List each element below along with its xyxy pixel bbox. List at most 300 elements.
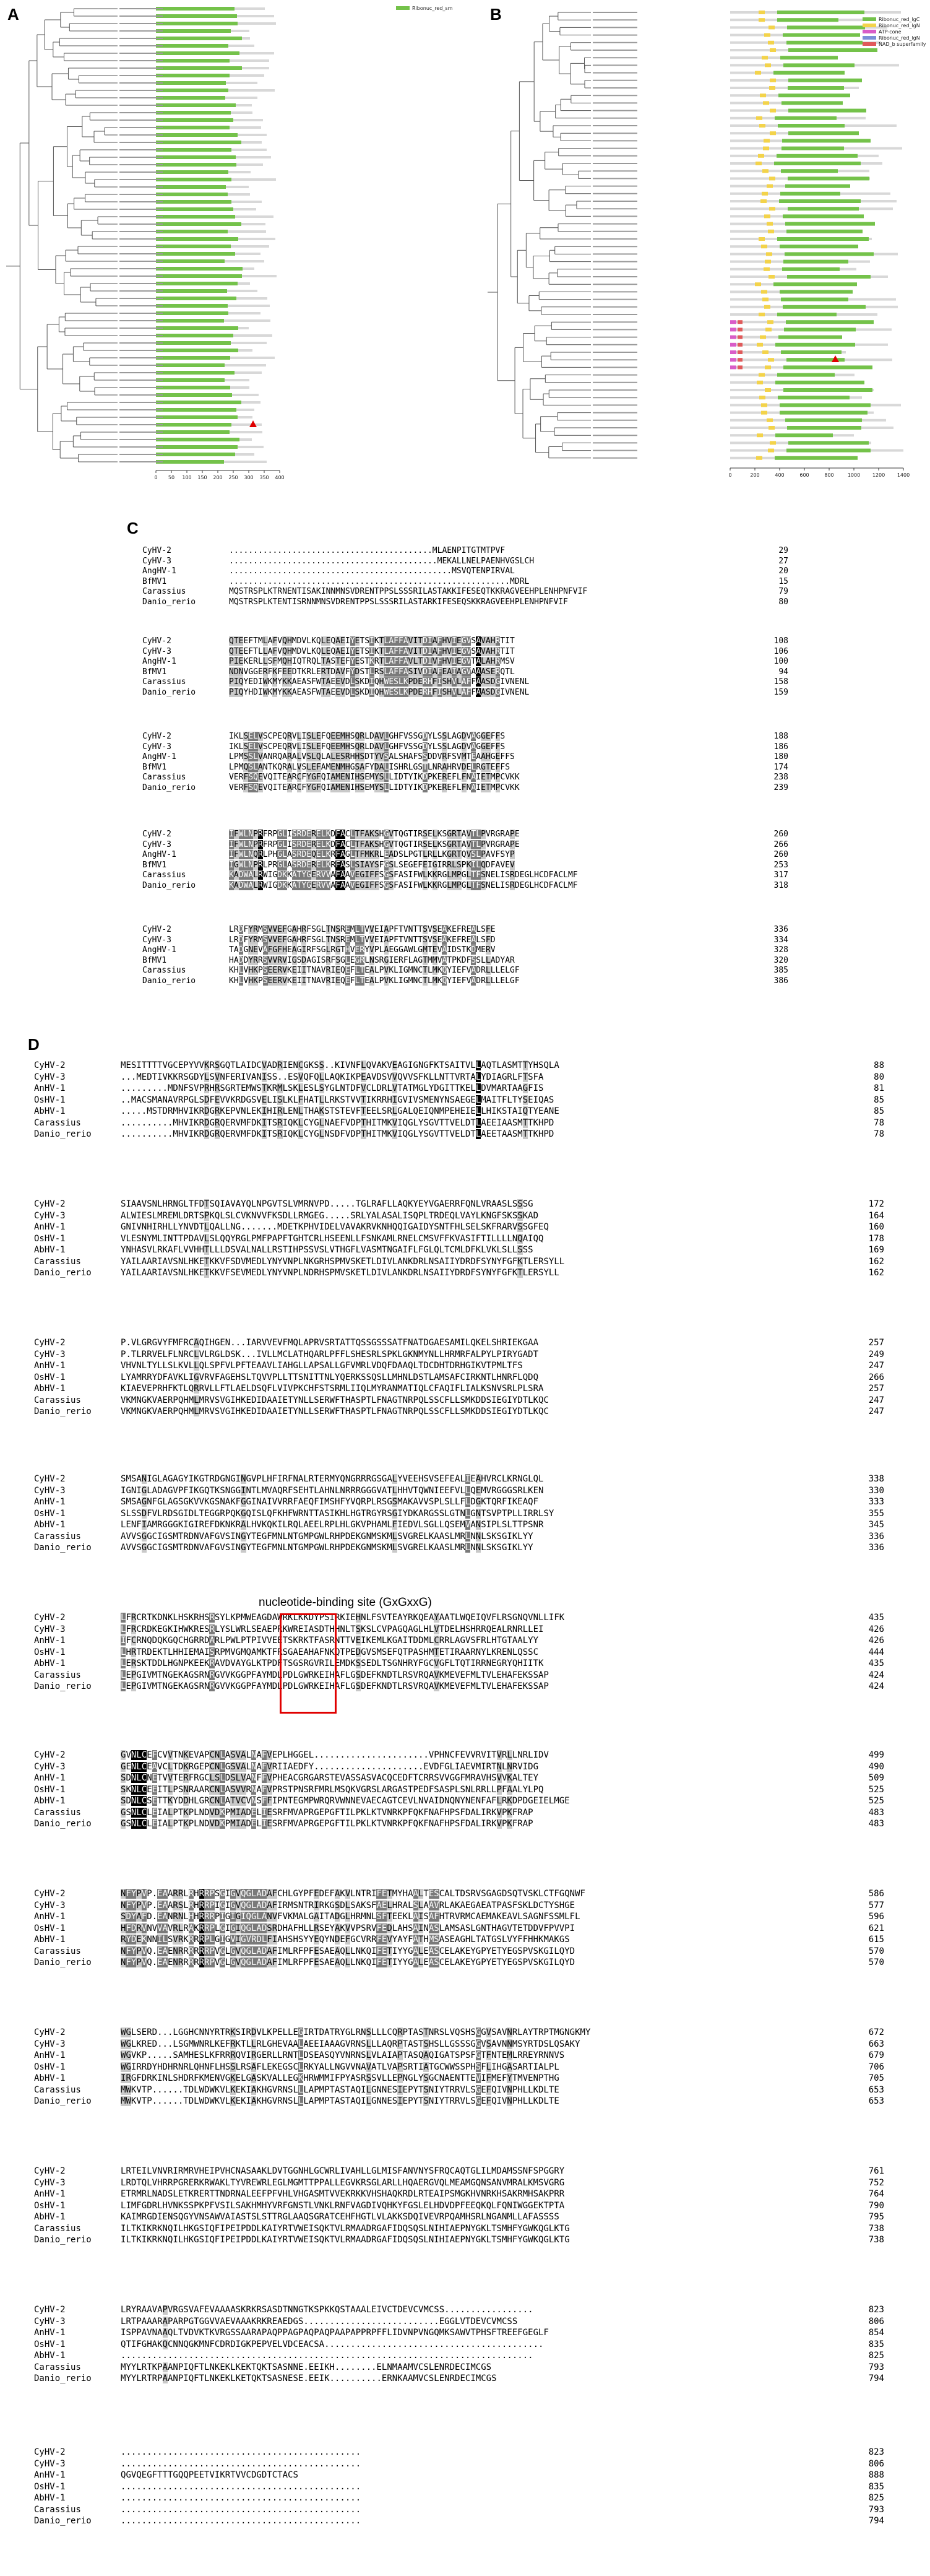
protein-domain xyxy=(781,169,838,173)
alignment-row xyxy=(34,1946,900,1958)
legend-label: Ribonuc_red_lgC xyxy=(879,17,920,22)
protein-domain xyxy=(738,336,743,339)
alignment-row xyxy=(34,1888,900,1900)
sequence-name: AnHV-1 xyxy=(34,2328,66,2338)
sequence-position: 790 xyxy=(868,2200,884,2211)
alignment-block xyxy=(142,546,798,607)
legend-label: Ribonuc_red_lgN xyxy=(879,35,920,41)
sequence-residues: WGLKRED...LSGMWNRLKEFRKTLLRLGHEVAALAEEIAAAGVRNSLLLAQRPTASTSHSLLGSSSGGVSAVNNMSYRTDSLQSAKY xyxy=(121,2039,580,2049)
phylogenetic-tree-a xyxy=(0,0,470,489)
sequence-position: 336 xyxy=(773,925,788,934)
sequence-name: Danio_rerio xyxy=(142,976,196,986)
sequence-name: OsHV-1 xyxy=(34,1233,66,1244)
sequence-residues: .............................................. xyxy=(121,2504,361,2515)
protein-domain xyxy=(765,260,771,264)
axis-tick-label: 600 xyxy=(799,472,809,478)
protein-domain xyxy=(788,441,869,445)
protein-domain xyxy=(757,433,763,437)
alignment-block xyxy=(142,925,798,986)
alignment-row xyxy=(142,647,798,657)
protein-domain xyxy=(769,207,775,210)
nucleotide-binding-site-label: nucleotide-binding site (GxGxxG) xyxy=(259,1596,432,1609)
alignment-row xyxy=(34,2316,900,2328)
sequence-residues: WGIRRDYHDHRNRLQHNFLHSSLRSAFLEKEGSCLRKYALLNGVVNAVATLVAPSRTIATGCWWSSPHSFLIHGASARTIALPL xyxy=(121,2062,559,2072)
sequence-residues: LRDTQLVHRRPGRERKRWAKLTYVREWRLEGLMGMTTPPALLEGVKRSGLARLLHQAERGVQLMEAMGQNSANVMRALKMSVGRG xyxy=(121,2177,565,2188)
sequence-name: Danio_rerio xyxy=(34,2374,92,2383)
protein-domain xyxy=(786,41,863,45)
alignment-row xyxy=(34,2327,900,2339)
sequence-position: 78 xyxy=(874,1117,884,1128)
protein-domain xyxy=(764,305,770,309)
sequence-position: 100 xyxy=(773,657,788,666)
legend-swatch xyxy=(863,36,876,40)
alignment-row xyxy=(142,783,798,794)
sequence-name: AnHV-1 xyxy=(34,1636,66,1646)
sequence-name: AngHV-1 xyxy=(142,657,176,666)
protein-domain xyxy=(156,22,238,25)
protein-domain xyxy=(768,358,774,362)
sequence-residues: MQSTRSPLKTRNENTISAKINNMNSVDRENTPPSLSSSRILASTAKKIFESEQTKKRAGVEEHPLENHPNFVIF xyxy=(229,587,588,596)
sequence-residues: KHLVHKPSEERVKEIITNAVRIEQEFLTEALPVKLIGMNCTLMKQYIEFVADRLLLELGF xyxy=(229,966,520,975)
sequence-position: 663 xyxy=(868,2039,884,2049)
protein-domain xyxy=(777,11,864,14)
legend-label: NAD_b superfamily xyxy=(879,41,926,47)
alignment-row xyxy=(34,1406,900,1418)
sequence-name: CyHV-3 xyxy=(142,935,171,945)
protein-domain xyxy=(760,93,766,97)
sequence-residues: QTIFGHAKQCNNQGKMNFCDRDIGKPEPVELVDCEACSA.......................................... xyxy=(121,2339,544,2349)
sequence-name: Danio_rerio xyxy=(142,687,196,697)
protein-domain xyxy=(156,207,233,211)
protein-domain xyxy=(765,327,772,331)
sequence-name: CyHV-2 xyxy=(34,1338,66,1348)
sequence-name: Danio_rerio xyxy=(34,1819,92,1829)
protein-domain xyxy=(156,170,228,174)
sequence-position: 186 xyxy=(773,742,788,752)
sequence-name: Danio_rerio xyxy=(34,1543,92,1553)
alignment-block xyxy=(142,636,798,698)
sequence-position: 334 xyxy=(773,935,788,945)
axis-tick-label: 250 xyxy=(228,475,238,480)
alignment-block xyxy=(34,2304,900,2385)
protein-domain xyxy=(757,343,763,347)
protein-domain xyxy=(730,327,736,331)
sequence-residues: ISPPAVNAAQLTVDVKTKVRGSSAARAPAQPPAGPAQPAQPAAPAPPRPFFLIDVNPVNGQMKSAWVTPHSFTREEFGEGLF xyxy=(121,2328,549,2338)
sequence-residues: SKNLCEEITLPSNRAARCNLASVVRNAFVPRSTPNSRFMRLMSQKVGRSLARGASTPEDFSASPLSNLRRLLPFAALYLPQ xyxy=(121,1784,544,1795)
sequence-residues: NFYPVQ.EAENRRRRRRPVGLGVQGLADAFIMLRFPFESAEAQLLNKQIFETIYYGALEASCELAKEYGPYETYEGSPVSKGILQYD xyxy=(121,1958,575,1967)
protein-domain xyxy=(156,326,238,330)
axis-tick-label: 150 xyxy=(197,475,207,480)
sequence-name: CyHV-2 xyxy=(34,2166,66,2176)
protein-domain xyxy=(156,252,235,256)
alignment-row xyxy=(34,1360,900,1372)
sequence-position: 672 xyxy=(868,2027,884,2037)
sequence-residues: HADDYRRSVVRVIGSDAGISRFSGLEGRLNSRGIERFLAGTMMVATPKDFSSLLADYAR xyxy=(229,955,515,965)
protein-domain xyxy=(778,336,842,339)
sequence-name: AnHV-1 xyxy=(34,1773,66,1783)
sequence-position: 158 xyxy=(773,677,788,687)
alignment-row xyxy=(34,2177,900,2189)
alignment-row xyxy=(34,1106,900,1117)
sequence-position: 239 xyxy=(773,783,788,792)
protein-domain xyxy=(775,456,858,460)
sequence-position: 29 xyxy=(778,546,788,555)
protein-domain xyxy=(788,131,859,135)
sequence-position: 825 xyxy=(868,2493,884,2503)
protein-domain xyxy=(156,215,235,219)
sequence-name: Carassius xyxy=(142,587,186,596)
sequence-position: 806 xyxy=(868,2316,884,2327)
protein-domain xyxy=(761,403,767,407)
protein-domain xyxy=(738,365,743,369)
axis-tick-label: 1400 xyxy=(897,472,910,478)
protein-domain xyxy=(761,245,767,248)
sequence-position: 525 xyxy=(868,1796,884,1806)
sequence-position: 483 xyxy=(868,1819,884,1829)
sequence-position: 426 xyxy=(868,1636,884,1646)
protein-domain xyxy=(782,139,871,142)
alignment-panel-d xyxy=(34,1060,913,2570)
sequence-residues: ..........MHVIKRDGRQERVMFDKITSRIQKLCYGLNSDFVDPTHITMKVIQGLYSGVTTVELDTLAEETAASMTTKHPD xyxy=(121,1129,554,1139)
sequence-residues: GVNLCEFCVVTNKEVAPCNLASVALNAFVEPLHGGEL......................VPHNCFEVVRVITVRLLNRLIDV xyxy=(121,1750,549,1760)
protein-domain xyxy=(156,66,242,70)
alignment-row xyxy=(142,677,798,688)
alignment-row xyxy=(34,1681,900,1693)
alignment-row xyxy=(142,966,798,976)
alignment-row xyxy=(142,830,798,840)
sequence-residues: VKMNGKVAERPQHMLMRVSVGIHKEDIDAAIETYNLLSERWFTHASPTLFNAGTNRPQLSSCFLLSMKDDSIEGIYDTLKQC xyxy=(121,1395,549,1405)
alignment-row xyxy=(34,1349,900,1361)
sequence-residues: ILTKIKRKNQILHKGSIQFIPEIPDDLKAIYRTVWEISQKTVLRMAADRGAFIDQSQSLNIHIAEPNYGKLTSMHFYGWKQGLKTG xyxy=(121,2223,570,2234)
nucleotide-binding-site-box xyxy=(280,1613,337,1714)
sequence-residues: ..MACSMANAVRPGLSDFEVVKRDGSVELISLKLFHATLLRKSTVVTIKRRHIGVIVSMENYNSAEGELMAITFLTYSEIQAS xyxy=(121,1095,554,1105)
sequence-position: 793 xyxy=(868,2504,884,2515)
sequence-position: 499 xyxy=(868,1750,884,1760)
sequence-name: Carassius xyxy=(142,773,186,782)
sequence-position: 249 xyxy=(868,1349,884,1360)
sequence-residues: GENLCEAVCLTDKRGEPCNLGSVALNAFVRIIAEDFY.....................EVDFGLIAEVMIRTNLNRVIDG xyxy=(121,1761,538,1772)
sequence-position: 266 xyxy=(773,839,788,849)
alignment-row xyxy=(142,925,798,935)
protein-domain xyxy=(738,358,743,362)
protein-domain xyxy=(756,456,762,460)
sequence-residues: KIAEVEPRHFKTLQRRVLLFTLAELDSQFLVIVPKCHFSTSRMLIIQLMYRANMATIQLCFAQIFLIALKSNVSRLPLSRA xyxy=(121,1384,544,1394)
sequence-residues: VERFSQEVQITEARCFYGFQIAMENIHSEMYSLLIDTYIKDPKEREFLFNAIETMPCVKK xyxy=(229,783,520,792)
alignment-row xyxy=(142,742,798,753)
sequence-position: 653 xyxy=(868,2096,884,2106)
protein-domain xyxy=(759,124,765,128)
sequence-name: CyHV-2 xyxy=(34,1199,66,1209)
sequence-residues: ..............................................MSVQTENPIRVAL xyxy=(229,566,515,576)
protein-domain xyxy=(777,237,869,241)
alignment-row xyxy=(34,2166,900,2177)
protein-domain xyxy=(762,298,769,301)
sequence-name: CyHV-2 xyxy=(34,2447,66,2457)
alignment-row xyxy=(34,1761,900,1773)
sequence-residues: LFRCRDKEGKIHWKRESRLYSLWRLSEAEPRKWREIASDTHHNLTSKSLCVPAGQAGLHLVTDELHSHRRQEALRNRLLEI xyxy=(121,1624,544,1634)
alignment-row xyxy=(34,1612,900,1624)
sequence-position: 106 xyxy=(773,646,788,656)
sequence-residues: LRTEILVNVRIRMRVHEIPVHCNASAAKLDVTGGNHLGCWRLIVAHLLGLMISFANVNYSFRQCAQTGLILMDAMSSNFSPGGRY xyxy=(121,2166,565,2176)
sequence-position: 80 xyxy=(778,597,788,607)
sequence-name: CyHV-2 xyxy=(142,732,171,741)
sequence-position: 570 xyxy=(868,1946,884,1956)
alignment-row xyxy=(142,840,798,851)
alignment-row xyxy=(34,1383,900,1395)
sequence-name: Danio_rerio xyxy=(142,783,196,792)
alignment-row xyxy=(34,2304,900,2316)
sequence-residues: KADWALRWIGDKKATYGERVVAFAAVEGIFFSGSFASIFWLKKRGLMPGLTFSNELISRDEGLHCDFACLMF xyxy=(229,870,578,880)
protein-domain xyxy=(156,118,233,122)
sequence-residues: TADGNEVAFGFHEAGIRFSGLRGTHVERYVPLAEGGAWLGMTEVAIDSTKDMERV xyxy=(229,945,496,955)
sequence-residues: QTEEFTLLAFVQHMDVLKQLEQAEIYETSIKTLAFFAVITDIAFHVIEGVSAVAHRTIT xyxy=(229,646,515,656)
protein-domain xyxy=(738,350,743,354)
sequence-name: CyHV-3 xyxy=(34,2177,66,2188)
alignment-row xyxy=(34,2188,900,2200)
panel-c-letter: C xyxy=(127,519,139,537)
protein-domain xyxy=(783,388,872,392)
protein-domain xyxy=(767,222,773,226)
alignment-row xyxy=(34,2062,900,2073)
sequence-name: AbHV-1 xyxy=(34,2212,66,2222)
protein-domain xyxy=(759,313,765,316)
protein-domain xyxy=(770,48,776,52)
protein-domain xyxy=(770,79,776,82)
sequence-residues: HFDRVNVVAVRLRAKRRPLGIGIQGLADSRDHAFHLLRSEYAKVVPSRVFEDLAHSAINASLAMSASLGNTHAGVTETDDVFPVVPI xyxy=(121,1923,575,1933)
protein-domain xyxy=(156,178,231,181)
sequence-residues: ...MEDTIVKKRSGDYLSVNFERIVANISS..ESVQFQLLAQKIKPEAVDSVVQVVSFKLLNTTVRTALYDIAGRLFTSFA xyxy=(121,1072,544,1082)
alignment-row xyxy=(34,1900,900,1912)
sequence-name: CyHV-3 xyxy=(34,1485,66,1496)
protein-domain xyxy=(780,290,853,293)
alignment-row xyxy=(34,2200,900,2212)
protein-domain xyxy=(762,192,768,196)
sequence-name: OsHV-1 xyxy=(34,2339,66,2349)
sequence-position: 653 xyxy=(868,2084,884,2095)
protein-domain xyxy=(156,430,230,434)
sequence-position: 330 xyxy=(868,1485,884,1496)
sequence-residues: ALWIESLMREMLDRTSPKQLSLCVKNVVFKSDLLRMGEG.....SRLYALASALISQPLTRDEQLVAYLKNGFSKSSKAD xyxy=(121,1210,538,1221)
sequence-position: 761 xyxy=(868,2166,884,2176)
axis-tick-label: 800 xyxy=(824,472,834,478)
alignment-row xyxy=(34,1750,900,1761)
protein-domain xyxy=(787,426,861,430)
sequence-residues: ............................................................................... xyxy=(121,2351,533,2361)
axis-tick-label: 200 xyxy=(750,472,760,478)
alignment-row xyxy=(34,1221,900,1233)
sequence-position: 345 xyxy=(868,1520,884,1530)
protein-domain xyxy=(730,336,736,339)
axis-tick-label: 0 xyxy=(728,472,732,478)
sequence-position: 247 xyxy=(868,1395,884,1405)
protein-domain xyxy=(156,378,225,382)
sequence-position: 483 xyxy=(868,1807,884,1818)
sequence-name: Danio_rerio xyxy=(34,1129,92,1139)
protein-domain xyxy=(156,230,228,233)
alignment-row xyxy=(34,1795,900,1807)
alignment-block xyxy=(142,732,798,793)
protein-domain xyxy=(788,207,859,210)
legend-label: ATP-cone xyxy=(879,29,902,35)
protein-domain xyxy=(156,163,236,167)
alignment-row xyxy=(34,2223,900,2235)
protein-domain xyxy=(788,79,862,82)
sequence-position: 317 xyxy=(773,870,788,880)
sequence-position: 825 xyxy=(868,2351,884,2361)
alignment-row xyxy=(34,1934,900,1946)
protein-domain xyxy=(156,349,238,352)
sequence-residues: LRDFYRMSVVEFGAHRFSGLTNSREMLTVVEIAPFTVNTTSVSEAKEFREALSFE xyxy=(229,925,496,934)
sequence-position: 247 xyxy=(868,1407,884,1416)
phylogenetic-tree-b xyxy=(483,0,930,489)
sequence-name: AngHV-1 xyxy=(142,945,176,955)
sequence-position: 738 xyxy=(868,2235,884,2245)
sequence-residues: IFWLNPRFRPGLISRDERELKDFACLTFAKSHGVTQGTIRSELKSGRTAVTLPVRGRAPE xyxy=(229,830,520,839)
protein-domain xyxy=(783,260,848,264)
sequence-residues: GSNLCLEIALPTKPLNDVDKPMIADELIESRFMVAPRGEPGFTILPKLKTVNRKPFQKFNAFHPSFDALIRKVPKFRAP xyxy=(121,1819,533,1829)
sequence-name: AbHV-1 xyxy=(34,1935,66,1945)
sequence-residues: LRDFYRMSVVEFGAHRFSGLTNSREMLTVVEIAPFTVNTTSVSEAKEFREALSFD xyxy=(229,935,496,945)
sequence-name: Carassius xyxy=(34,2223,81,2234)
panel-b-letter: B xyxy=(490,5,502,24)
sequence-position: 444 xyxy=(868,1647,884,1657)
alignment-block xyxy=(34,1199,900,1279)
alignment-block xyxy=(34,2447,900,2527)
sequence-residues: NFYPVP.EAARSLRHRRPIGIGVQGLADAFIRMSNTRIRKGSDLSAKSFAELHRALSLAAVRLAKAEGAEATPASFSKLDCTYSHGE xyxy=(121,1900,575,1910)
protein-domain xyxy=(156,423,231,427)
protein-domain xyxy=(767,418,773,422)
sequence-residues: PIEKERLLSFMQHIQTRQLTASTEFYESTKRTLAFFAVLTDIVFHVIEGVTALAHRMSV xyxy=(229,657,515,666)
protein-domain xyxy=(769,426,775,430)
protein-domain xyxy=(770,109,776,113)
sequence-residues: WGLSERD...LGGHCNNYRTRKSIRDVLKPELLEGIRTDATRYGLRNSLLLCQRPTASTNRSLVQSHSGGVSAVNRLAYTRPTMGNGKMY xyxy=(121,2027,591,2037)
sequence-residues: KADWALRWIGDKKATYGERVVAFAAVEGIFFSGSFASIFWLKKRGLMPGLTFSNELISRDEGLHCDFACLMF xyxy=(229,880,578,890)
protein-domain xyxy=(780,192,840,196)
protein-domain xyxy=(761,411,767,415)
protein-domain xyxy=(730,350,736,354)
sequence-name: OsHV-1 xyxy=(34,1784,66,1795)
sequence-name: OsHV-1 xyxy=(34,2481,66,2492)
protein-domain xyxy=(781,147,844,150)
sequence-name: CyHV-3 xyxy=(34,1900,66,1910)
sequence-name: AbHV-1 xyxy=(34,1384,66,1394)
sequence-name: Danio_rerio xyxy=(34,1407,92,1416)
sequence-name: Carassius xyxy=(34,1395,81,1405)
alignment-panel-c xyxy=(142,546,823,1017)
sequence-residues: NDNVGGERFKFEEDTKRLERTDAVFYDSTLRSLAFFASIVDIAFEAIAGVAAASERQTL xyxy=(229,667,515,677)
protein-domain xyxy=(156,259,225,263)
protein-domain xyxy=(767,320,773,324)
sequence-residues: .............................................. xyxy=(121,2458,361,2469)
axis-tick-label: 200 xyxy=(213,475,223,480)
alignment-row xyxy=(142,546,798,557)
protein-domain xyxy=(782,267,840,271)
sequence-position: 85 xyxy=(874,1106,884,1116)
sequence-position: 180 xyxy=(773,752,788,761)
alignment-row xyxy=(142,935,798,946)
sequence-residues: QTEEFTMLAFVQHMDVLKQLEQAEIYETSIKTLAFFAVITDIAFHVIEGVSAVAHRTIT xyxy=(229,636,515,646)
sequence-name: CyHV-2 xyxy=(34,2027,66,2037)
protein-domain xyxy=(730,358,736,362)
sequence-residues: KAIMRGDIENSQGYVNSAWVAIASTSLSTTRGLAAQSGRATCEHFHGTLVLAKKSDQIVEVRPQAMHSRLNGANMLLAFASSSS xyxy=(121,2212,559,2222)
protein-domain xyxy=(784,327,856,331)
alignment-row xyxy=(142,976,798,987)
protein-domain xyxy=(156,282,238,285)
sequence-name: AbHV-1 xyxy=(34,2493,66,2503)
sequence-name: CyHV-2 xyxy=(142,830,171,839)
sequence-residues: AVVSGGCIGSMTRDNVAFGVSINGYTEGFMNLNTGMPGWLRHPDEKGNMSKMLSVGRELKAASLMRLNNLSKSGIKLYY xyxy=(121,1531,533,1542)
protein-domain xyxy=(780,56,838,59)
sequence-residues: LERSKTDDLHGNPKEEKRAVDVAYGLKTPDFTSGSRGVRILEMDKSSEDLTSGNHRYFGCVGFLTQTIRRNEGRYQHIITK xyxy=(121,1659,544,1668)
protein-domain xyxy=(156,311,228,315)
protein-domain xyxy=(156,363,225,367)
alignment-block xyxy=(34,2166,900,2246)
sequence-position: 164 xyxy=(868,1210,884,1221)
alignment-row xyxy=(34,1244,900,1256)
protein-domain xyxy=(778,124,845,128)
sequence-residues: LRTPAAARAPARPGTGGVVAEVAAAKRKREAEDGS..........................EGGLVTDEVCVMCSS xyxy=(121,2316,518,2327)
sequence-name: Danio_rerio xyxy=(34,1958,92,1967)
sequence-residues: SMSANIGLAGAGYIKGTRDGNGINGVPLHFIRFNALRTERMYQNGRRRGSGALYVEEHSVSEFEALIEAHVRCLKRNGLQL xyxy=(121,1474,544,1484)
sequence-residues: .....MSTDRMHVIKRDGRKEPVNLEKIHIRLENLTHAKSTSTEVFTEELSRLGALQEIQNMPEHEIELLHIKSTAIQTYEANE xyxy=(121,1106,559,1116)
sequence-name: CyHV-3 xyxy=(34,1761,66,1772)
sequence-position: 738 xyxy=(868,2223,884,2234)
alignment-row xyxy=(34,1095,900,1106)
protein-domain xyxy=(156,37,242,40)
protein-domain xyxy=(156,193,228,196)
sequence-residues: LENFIAMRGGGKIGIREFDKNKRALHVKQKILRQLAEELRPLHLGKVPHAMLFIEDVLSGLLQSEMVANSIPLSLTTPSNR xyxy=(121,1520,544,1530)
sequence-position: 679 xyxy=(868,2050,884,2060)
alignment-row xyxy=(34,2373,900,2385)
protein-domain xyxy=(780,411,868,415)
axis-tick-label: 400 xyxy=(275,475,285,480)
protein-domain xyxy=(156,89,228,92)
protein-domain xyxy=(780,403,871,407)
sequence-name: Danio_rerio xyxy=(34,1268,92,1278)
sequence-position: 169 xyxy=(868,1245,884,1255)
protein-domain xyxy=(783,33,860,37)
sequence-name: Carassius xyxy=(142,966,186,975)
alignment-row xyxy=(34,2084,900,2096)
sequence-residues: LPMSSLVANRQARALVSLQLALESRHHSDTYVSALSHAFSSDDVRFSVMTEAAHGEFFS xyxy=(229,752,515,761)
sequence-name: Carassius xyxy=(34,1946,81,1956)
sequence-name: Carassius xyxy=(34,1670,81,1680)
protein-domain xyxy=(759,237,765,241)
sequence-residues: ETRMRLNADSLETKRERTTNDRNALEEFPFVHLVHGASMTVVEKRKKVHSHAQKRDLRTEAIPSMGKHVNRKHSAKRMHSAKPRR xyxy=(121,2189,565,2199)
sequence-position: 705 xyxy=(868,2073,884,2083)
protein-domain xyxy=(156,438,239,441)
alignment-row xyxy=(34,2027,900,2039)
protein-domain xyxy=(788,176,869,180)
protein-domain xyxy=(788,109,866,113)
sequence-name: CyHV-2 xyxy=(34,1889,66,1899)
alignment-row xyxy=(34,2039,900,2050)
sequence-name: BfMV1 xyxy=(142,667,167,677)
axis-tick-label: 0 xyxy=(154,475,158,480)
sequence-residues: LEPGIVMTNGEKAGSRNRGVVKGGPFAYMDLPDLGWRKEIHAFLGSDEFKNDTLRSVRQAVKMEVEFMLTVLEHAFEKSSAP xyxy=(121,1670,549,1680)
sequence-name: CyHV-3 xyxy=(34,1349,66,1360)
protein-domain xyxy=(769,275,775,279)
alignment-row xyxy=(34,1337,900,1349)
sequence-residues: WGVKP.....SAMHESLKFRRRQVIRGERLLRNTLDSEASQYVNRNSLVLAIAPTASQAQIGATSPSFGTFNTEMLRREYRNNVS xyxy=(121,2050,565,2060)
sequence-name: CyHV-3 xyxy=(142,742,171,752)
panel-a-letter: A xyxy=(7,5,19,24)
protein-domain xyxy=(762,56,768,59)
sequence-position: 794 xyxy=(868,2516,884,2526)
alignment-row xyxy=(34,1658,900,1670)
protein-domain xyxy=(156,274,242,278)
sequence-name: CyHV-3 xyxy=(142,556,171,566)
